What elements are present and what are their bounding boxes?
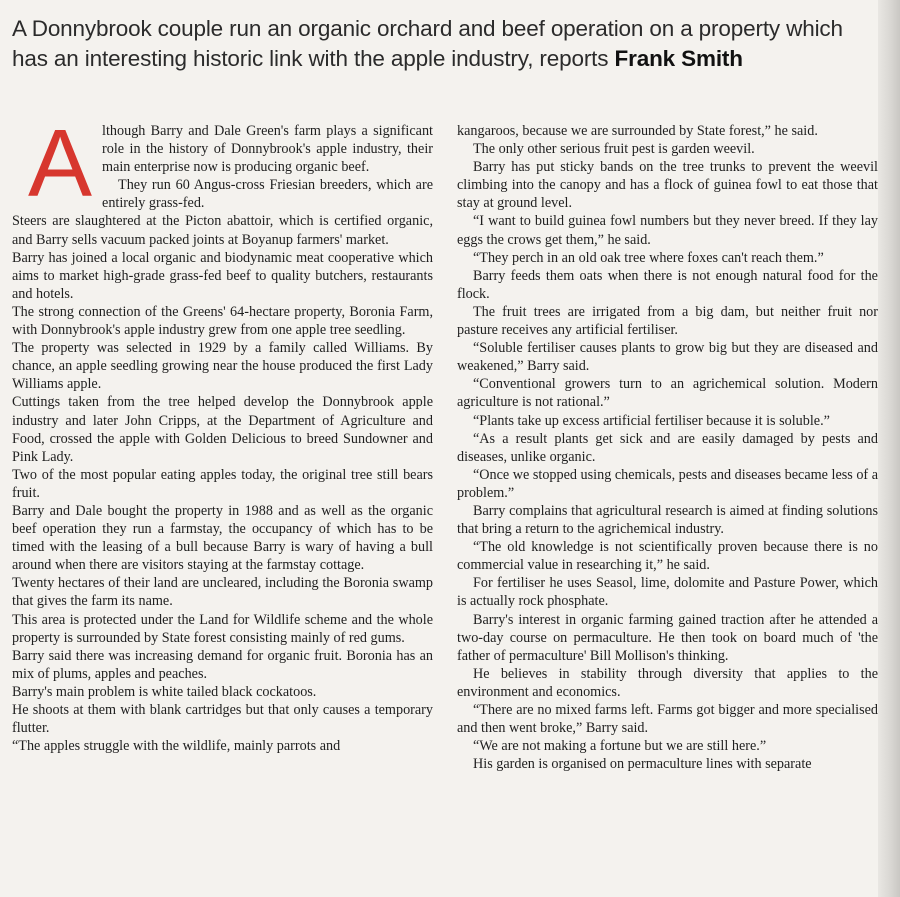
paragraph: For fertiliser he uses Seasol, lime, dolomite and Pasture Power, which is actually rock phosphate. <box>457 575 878 610</box>
paragraph: “Conventional growers turn to an agrichemical solution. Modern agriculture is not rational.” <box>457 376 878 411</box>
paragraph: Barry feeds them oats when there is not enough natural food for the flock. <box>457 267 878 302</box>
paragraph: Twenty hectares of their land are uncleared, including the Boronia swamp that gives the farm its name. <box>12 575 433 610</box>
paragraph: Two of the most popular eating apples today, the original tree still bears fruit. <box>12 466 433 501</box>
paragraph: lthough Barry and Dale Green's farm plays a significant role in the history of Donnybrook's apple industry, their main enterprise now is producing organic beef. <box>102 123 433 176</box>
paragraph: “I want to build guinea fowl numbers but they never breed. If they lay eggs the crows get them,” he said. <box>457 213 878 248</box>
paragraph: The strong connection of the Greens' 64-hectare property, Boronia Farm, with Donnybrook's apple industry grew from one apple tree seedling. <box>12 303 433 339</box>
paragraph: Barry's interest in organic farming gained traction after he attended a two-day course on permaculture. He then took on board much of 'the father of permaculture' Bill Mollison's thinking. <box>457 611 878 664</box>
paragraph: Barry has joined a local organic and biodynamic meat cooperative which aims to market high-grade grass-fed beef to quality butchers, restaurants and hotels. <box>12 249 433 302</box>
paragraph: Barry said there was increasing demand for organic fruit. Boronia has an mix of plums, apples and peaches. <box>12 647 433 682</box>
paragraph: “Soluble fertiliser causes plants to grow big but they are diseased and weakened,” Barry said. <box>457 340 878 375</box>
drop-cap: A <box>28 110 93 217</box>
byline-author: Frank Smith <box>614 46 743 71</box>
paragraph: The property was selected in 1929 by a family called Williams. By chance, an apple seedling growing near the house produced the first Lady Williams apple. <box>12 340 433 393</box>
page-edge-shadow <box>878 0 900 897</box>
paragraph: “As a result plants get sick and are easily damaged by pests and diseases, unlike organic. <box>457 430 878 465</box>
paragraph: His garden is organised on permaculture lines with separate <box>473 756 812 773</box>
paragraph: Barry has put sticky bands on the tree trunks to prevent the weevil climbing into the canopy and has a flock of guinea fowl to eat those that stay at ground level. <box>457 159 878 212</box>
paragraph: kangaroos, because we are surrounded by State forest,” he said. <box>457 123 818 139</box>
paragraph: “Plants take up excess artificial fertiliser because it is soluble.” <box>473 412 830 429</box>
paragraph: “The old knowledge is not scientifically proven because there is no commercial value in researching it,” he said. <box>457 539 878 574</box>
article-column-2 <box>457 122 878 858</box>
paragraph: Barry complains that agricultural research is aimed at finding solutions that bring a return to the agrichemical industry. <box>457 502 878 538</box>
paragraph: Steers are slaughtered at the Picton abattoir, which is certified organic, and Barry sells vacuum packed joints at Boyanup farmers' market. <box>12 213 433 248</box>
headline-text: A Donnybrook couple run an organic orchard and beef operation on a property which has an interesting historic link with the apple industry, reports <box>12 16 843 71</box>
article-body <box>12 110 879 858</box>
paragraph: “They perch in an old oak tree where foxes can't reach them.” <box>473 249 824 266</box>
paragraph: Barry and Dale bought the property in 1988 and as well as the organic beef operation they run a farmstay, the occupancy of which has to be timed with the leasing of a bull because Barry is wary of having a bull around when there are visitors staying at the farmstay cottage. <box>12 502 433 574</box>
paragraph: “We are not making a fortune but we are still here.” <box>473 738 767 755</box>
paragraph: He believes in stability through diversity that applies to the environment and economics. <box>457 665 878 700</box>
paragraph: Cuttings taken from the tree helped develop the Donnybrook apple industry and later John Cripps, at the Department of Agriculture and Food, crossed the apple with Golden Delicious to breed Sundowner and Pink Lady. <box>12 394 433 465</box>
paragraph: They run 60 Angus-cross Friesian breeders, which are entirely grass-fed. <box>102 177 433 212</box>
paragraph: Barry's main problem is white tailed black cockatoos. <box>12 683 317 700</box>
paragraph: He shoots at them with blank cartridges but that only causes a temporary flutter. <box>12 702 433 737</box>
paragraph: The only other serious fruit pest is garden weevil. <box>473 141 755 158</box>
paragraph: “The apples struggle with the wildlife, mainly parrots and <box>12 738 341 755</box>
paragraph: “There are no mixed farms left. Farms got bigger and more specialised and then went broke,” Barry said. <box>457 702 878 737</box>
headline <box>12 14 862 74</box>
article-column-1 <box>12 110 433 858</box>
paragraph: The fruit trees are irrigated from a big dam, but neither fruit nor pasture receives any artificial fertiliser. <box>457 303 878 339</box>
paragraph: “Once we stopped using chemicals, pests and diseases became less of a problem.” <box>457 466 879 501</box>
paragraph: This area is protected under the Land for Wildlife scheme and the whole property is surrounded by State forest consisting mainly of red gums. <box>12 611 433 646</box>
